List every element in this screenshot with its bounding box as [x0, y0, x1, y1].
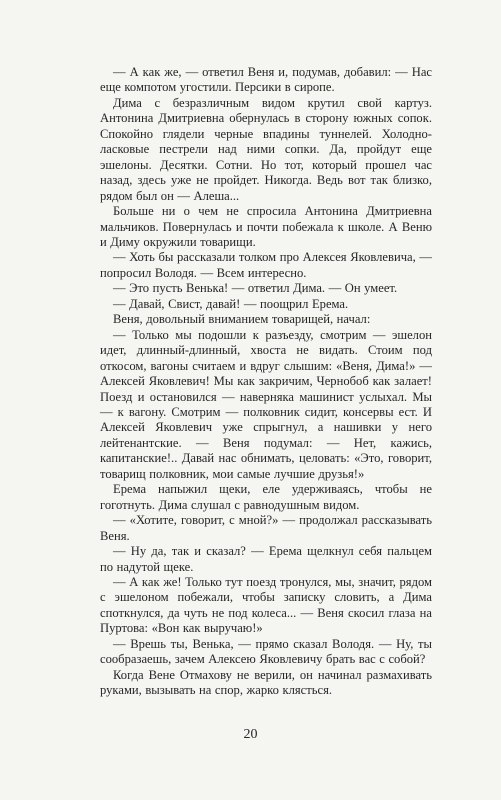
paragraph: — Врешь ты, Венька, — прямо сказал Володя. — Ну, ты сообразаешь, зачем Алексею Яковлевичу брать вас с собой?	[100, 636, 432, 667]
page-number: 20	[243, 727, 258, 742]
paragraph: — Ну да, так и сказал? — Ерема щелкнул себя пальцем по надутой щеке.	[100, 544, 432, 574]
paragraph: — А как же, — ответил Веня и, подумав, добавил: — Нас еще компотом угостили. Персики в сиропе.	[100, 65, 432, 95]
paragraph: Веня, довольный вниманием товарищей, начал:	[113, 312, 371, 327]
paragraph: — «Хотите, говорит, с мной?» — продолжал рассказывать Веня.	[100, 513, 432, 543]
paragraph: — Только мы подошли к разъезду, смотрим — эшелон идет, длинный-длинный, хвоста не видать. Стоим под откосом, вагоны считаем и вдруг слышим: «Веня, Дима!» — Алексей Яковлевич! Мы как закричим, Чернобоб как залает! Поезд и остановился — наверняка машинист услыхал. Мы — к вагону. Смотрим — полковник сидит, консервы ест. И Алексей Яковлевич уже спрыгнул, а нашивки у него лейтенантские. — Веня подумал: — Нет, кажись, капитанские!.. Давай нас обнимать, целовать: «Это, говорит, товарищ полковник, мои самые лучшие друзья!»	[100, 327, 432, 481]
paragraph: Когда Вене Отмахову не верили, он начинал размахивать руками, вызывать на спор, жарко клясться.	[100, 667, 432, 698]
paragraph: Дима с безразличным видом крутил свой картуз. Антонина Дмитриевна обернулась в сторону южных сопок. Спокойно глядели черные впадины туннелей. Холодно-ласковые пестрели над ними сопки. Да, пройдут еще эшелоны. Десятки. Сотни. Но тот, который прошел час назад, здесь уже не пройдет. Никогда. Ведь вот так близко, рядом был он — Алеша...	[100, 95, 432, 203]
paragraph: — А как же! Только тут поезд тронулся, мы, значит, рядом с эшелоном побежали, чтобы записку словить, а Дима споткнулся, да чуть не под колеса... — Веня скосил глаза на Пуртова: «Вон как выручаю!»	[100, 574, 432, 636]
paragraph: — Давай, Свист, давай! — поощрил Ерема.	[113, 296, 349, 311]
paragraph: — Хоть бы рассказали толком про Алексея Яковлевича, — попросил Володя. — Всем интересно.	[100, 250, 432, 280]
paragraph: Больше ни о чем не спросила Антонина Дмитриевна мальчиков. Повернулась и почти побежала к школе. А Веню и Диму окружили товарищи.	[100, 204, 432, 249]
paragraph: — Это пусть Венька! — ответил Дима. — Он умеет.	[113, 281, 398, 296]
paragraph: Ерема напыжил щеки, еле удерживаясь, чтобы не гоготнуть. Дима слушал с равнодушным видом.	[100, 482, 432, 512]
page-text	[100, 65, 432, 699]
